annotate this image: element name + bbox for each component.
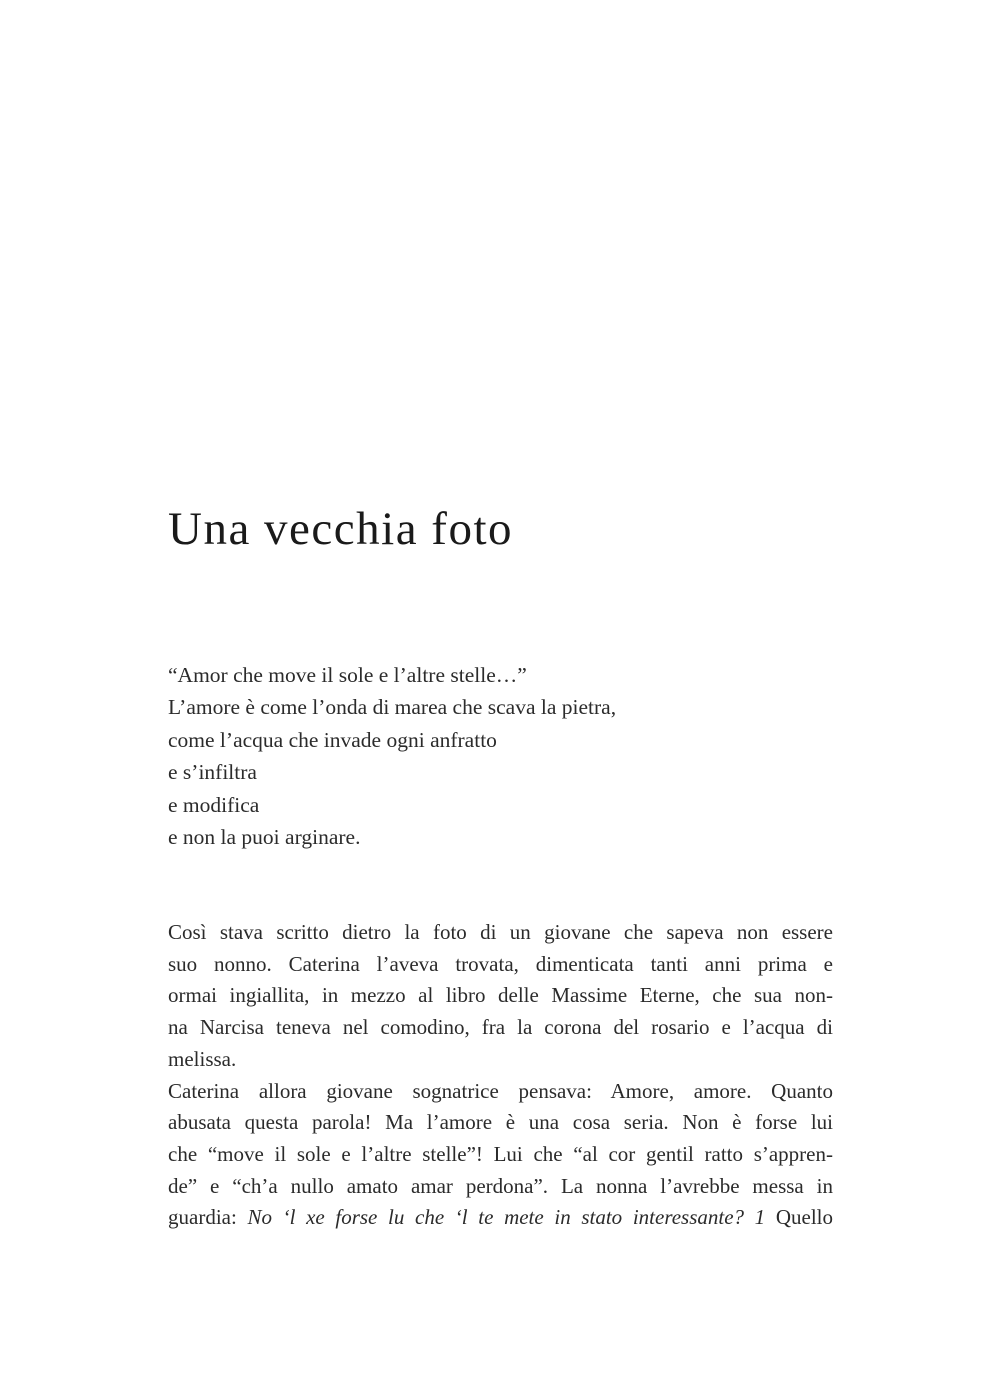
body-line-normal-segment: guardia:	[168, 1205, 248, 1230]
dialect-quote-italic-segment: No ‘l xe forse lu che ‘l te mete in stato interessante? 1	[247, 1205, 766, 1230]
epigraph-line: e modifica	[168, 792, 260, 817]
body-line: Caterina allora giovane sognatrice pensava: Amore, amore. Quanto	[168, 1078, 833, 1103]
body-text	[168, 917, 833, 1234]
epigraph-line: e non la puoi arginare.	[168, 825, 361, 850]
body-line: Così stava scritto dietro la foto di un giovane che sapeva non essere	[168, 920, 833, 944]
epigraph-poem	[168, 659, 848, 853]
body-line: suo nonno. Caterina l’aveva trovata, dimenticata tanti anni prima e	[168, 951, 833, 976]
body-line: che “move il sole e l’altre stelle”! Lui che “al cor gentil ratto s’appren-	[168, 1141, 833, 1166]
epigraph-line: “Amor che move il sole e l’altre stelle…”	[168, 663, 527, 687]
chapter-title: Una vecchia foto	[168, 503, 514, 555]
body-line: de” e “ch’a nullo amato amar perdona”. La nonna l’avrebbe messa in	[168, 1173, 833, 1198]
epigraph-line: L’amore è come l’onda di marea che scava la pietra,	[168, 695, 617, 720]
body-line: melissa.	[168, 1046, 237, 1071]
epigraph-line: e s’infiltra	[168, 760, 257, 785]
body-line-normal-segment: Quello	[765, 1205, 833, 1230]
body-line: ormai ingiallita, in mezzo al libro delle Massime Eterne, che sua non-	[168, 983, 833, 1008]
body-line-with-dialect-quote	[168, 1202, 833, 1234]
epigraph-line: come l’acqua che invade ogni anfratto	[168, 727, 497, 752]
body-line: abusata questa parola! Ma l’amore è una cosa seria. Non è forse lui	[168, 1110, 833, 1135]
body-line: na Narcisa teneva nel comodino, fra la corona del rosario e l’acqua di	[168, 1015, 833, 1040]
